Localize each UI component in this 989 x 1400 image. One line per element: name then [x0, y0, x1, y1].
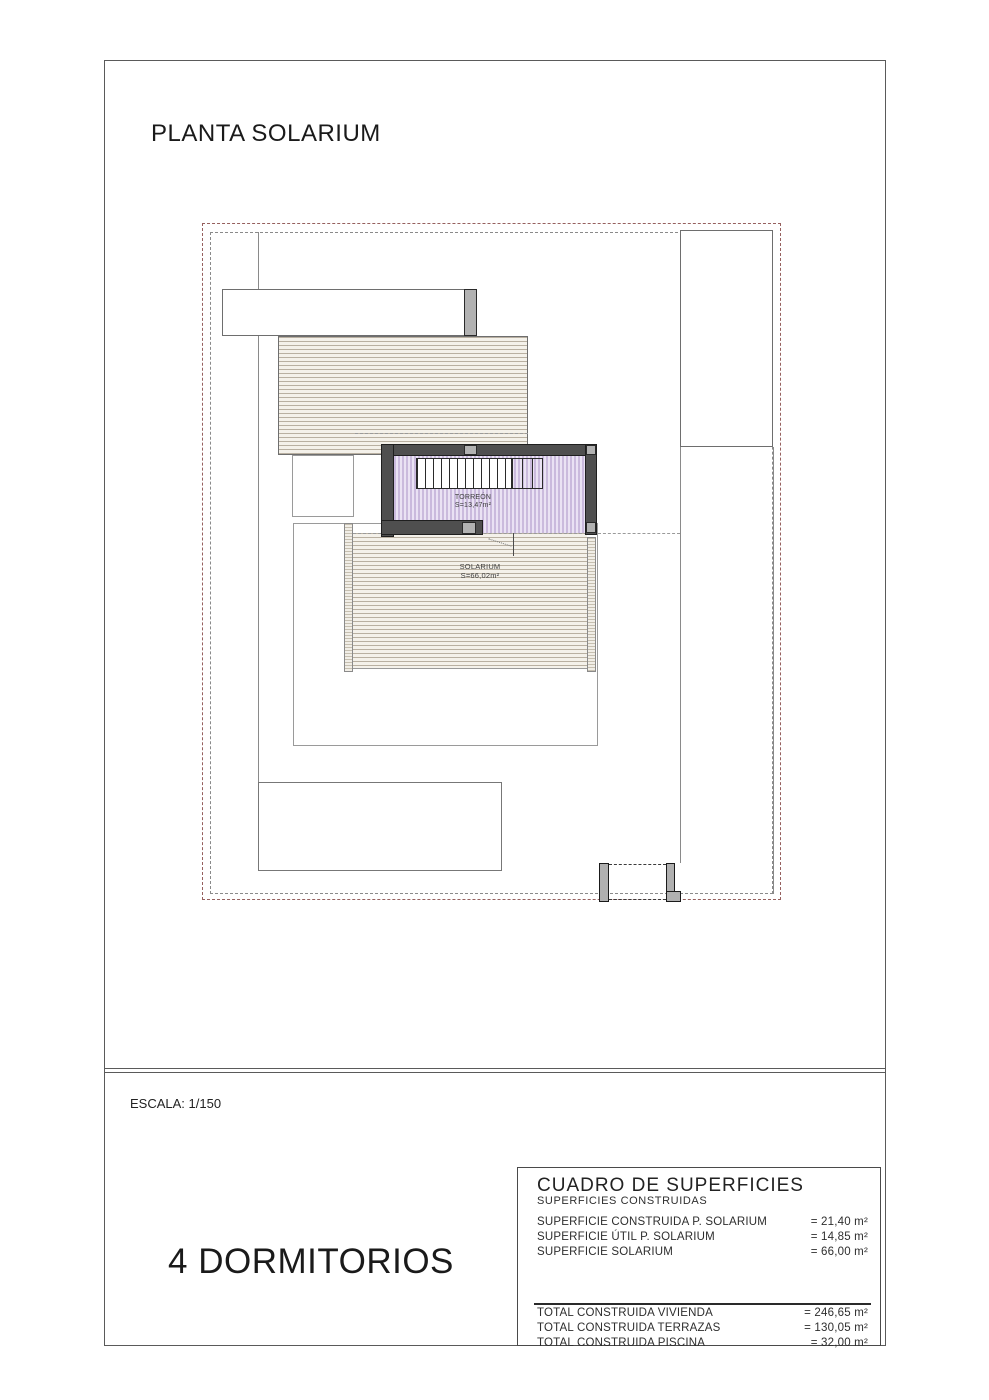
torreon-wall-top — [381, 444, 597, 456]
surfaces-table-title: CUADRO DE SUPERFICIES — [537, 1175, 804, 1196]
page-title: PLANTA SOLARIUM — [151, 120, 381, 147]
surfaces-table — [517, 1167, 881, 1349]
solarium-right-dashed-line — [598, 533, 680, 534]
total-row — [537, 1337, 868, 1349]
surface-row — [537, 1246, 868, 1258]
roof-notch-rect — [292, 455, 354, 517]
solarium-name: SOLARIUM — [459, 562, 501, 571]
torreon-name: TORREÓN — [454, 494, 492, 501]
surfaces-table-subtitle: SUPERFICIES CONSTRUIDAS — [537, 1195, 708, 1207]
surface-row-value: = 21,40 m² — [810, 1216, 868, 1228]
totals-divider — [534, 1303, 871, 1305]
total-row-value: = 246,65 m² — [804, 1307, 868, 1319]
staircase — [416, 458, 512, 489]
surface-row — [537, 1231, 868, 1243]
total-row-label: TOTAL CONSTRUIDA PISCINA — [537, 1337, 706, 1349]
right-corridor-line-outer — [773, 447, 774, 894]
solarium-right-rail — [587, 537, 596, 672]
total-row-label: TOTAL CONSTRUIDA TERRAZAS — [537, 1322, 721, 1334]
total-row-value: = 32,00 m² — [810, 1337, 868, 1349]
solarium-label — [420, 563, 540, 581]
solarium-left-rail — [344, 523, 353, 672]
titleblock-divider-1 — [104, 1068, 886, 1069]
scale-label: ESCALA: 1/150 — [130, 1096, 222, 1111]
surface-row-label: SUPERFICIE CONSTRUIDA P. SOLARIUM — [537, 1216, 768, 1228]
gate-dashed-bottom — [609, 899, 666, 900]
torreon-pillar-top-center — [464, 445, 477, 455]
gate-dashed-top — [609, 864, 666, 865]
total-row-label: TOTAL CONSTRUIDA VIVIENDA — [537, 1307, 714, 1319]
surface-row-label: SUPERFICIE SOLARIUM — [537, 1246, 674, 1258]
left-wall-line-lower — [258, 336, 259, 782]
staircase-upper-treads — [512, 458, 543, 489]
right-roof-rect — [680, 230, 773, 447]
torreon-pillar-bottom-center — [462, 522, 476, 534]
gate-pier-left — [599, 863, 609, 902]
total-row — [537, 1322, 868, 1334]
top-roof-end-cap — [464, 289, 477, 336]
surface-row-value: = 66,00 m² — [810, 1246, 868, 1258]
total-row-value: = 130,05 m² — [804, 1322, 868, 1334]
solarium-deck-hatch — [353, 533, 587, 669]
upper-roof-terrace — [278, 336, 528, 455]
solarium-area: S=66,02m² — [460, 570, 500, 580]
gate-pier-right-foot — [666, 891, 681, 902]
torreon-area: S=13,47m² — [454, 502, 492, 510]
torreon-pillar-bottom-right — [586, 522, 596, 533]
left-wall-line-upper — [258, 232, 259, 289]
torreon-label — [413, 494, 533, 511]
surface-row-label: SUPERFICIE ÚTIL P. SOLARIUM — [537, 1231, 715, 1243]
right-corridor-line-inner — [680, 447, 681, 863]
bedrooms-label: 4 DORMITORIOS — [168, 1242, 454, 1281]
top-left-roof-rect — [222, 289, 477, 336]
roof-overhang-dashed-line — [355, 433, 528, 434]
titleblock-divider-2 — [104, 1072, 886, 1073]
surface-row — [537, 1216, 868, 1228]
surface-row-value: = 14,85 m² — [810, 1231, 868, 1243]
total-row — [537, 1307, 868, 1319]
torreon-pillar-top-right — [586, 445, 596, 455]
lower-left-rect — [258, 782, 502, 871]
